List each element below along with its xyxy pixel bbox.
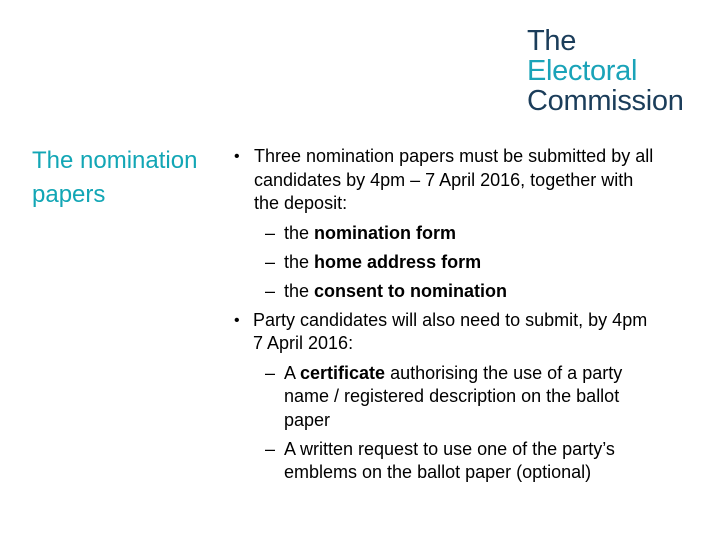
sub-item-certificate-line-2: name / registered description on the ballot (284, 386, 620, 406)
sub-item-emblem-request-line-2: emblems on the ballot paper (optional) (284, 462, 592, 482)
sub-item-emblem-request-line-1: A written request to use one of the party’s (284, 439, 615, 459)
logo-line-the: The (527, 25, 577, 57)
dash-marker-3: – (265, 281, 276, 301)
bullet-marker-2: • (234, 312, 240, 329)
logo-line-commission: Commission (527, 85, 684, 117)
logo-line-electoral: Electoral (527, 55, 638, 87)
sub-item-certificate-line-1: A certificate authorising the use of a party (284, 363, 623, 383)
sub-item-certificate-line-3: paper (284, 410, 331, 430)
slide-title-line-1: The nomination (32, 147, 198, 174)
sub-item-consent-to-nomination: the consent to nomination (284, 281, 508, 301)
dash-marker-5: – (265, 439, 276, 459)
bullet-1-line-1: Three nomination papers must be submitted by all (254, 146, 654, 166)
electoral-commission-logo (527, 26, 684, 116)
dash-marker-4: – (265, 363, 276, 383)
dash-marker-1: – (265, 223, 276, 243)
bullet-marker-1: • (234, 148, 240, 165)
slide-title-line-2: papers (32, 181, 106, 208)
sub-item-nomination-form: the nomination form (284, 223, 457, 243)
bullet-2-line-2: 7 April 2016: (253, 333, 354, 353)
sub-item-home-address-form: the home address form (284, 252, 482, 272)
slide-title (32, 144, 232, 212)
dash-marker-2: – (265, 252, 276, 272)
bullet-2-line-1: Party candidates will also need to submit, by 4pm (253, 310, 648, 330)
bullet-1-line-2: candidates by 4pm – 7 April 2016, together with (254, 170, 634, 190)
bullet-1-line-3: the deposit: (254, 193, 348, 213)
